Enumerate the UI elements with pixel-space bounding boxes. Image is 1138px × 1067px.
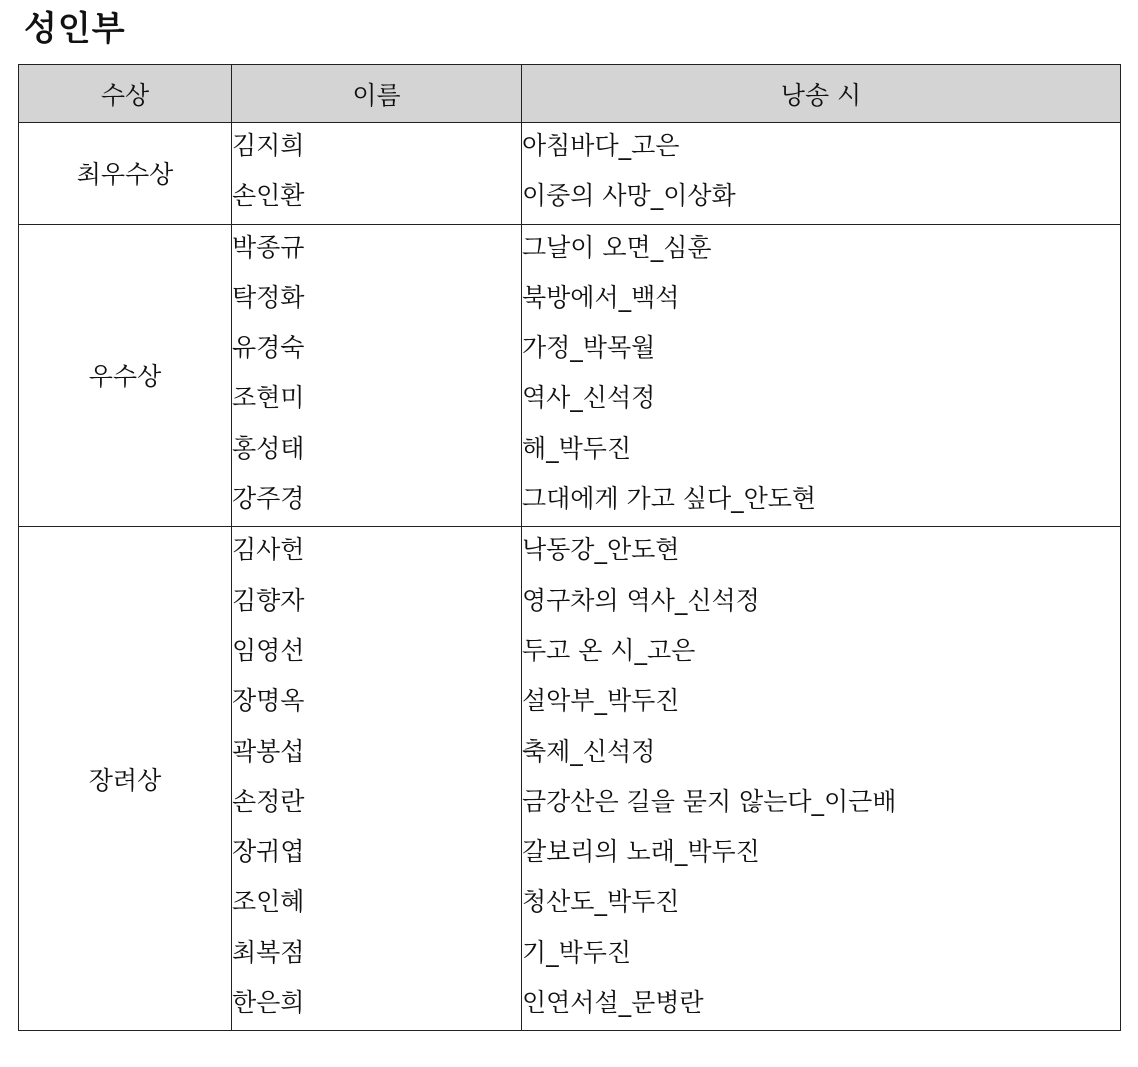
poem-title: 아침바다_고은 [522,131,680,160]
table-row [19,224,1121,527]
poem-title: 해_박두진 [522,433,632,463]
header-row [19,65,1121,123]
poem-list [522,527,1121,1031]
poem-title: 기_박두진 [522,937,632,967]
winner-name: 장명옥 [232,686,305,716]
winner-name: 곽봉섭 [232,736,305,766]
winner-name: 최복점 [232,937,305,967]
poem-title: 가정_박목월 [522,333,656,363]
winner-name: 김사헌 [232,535,305,565]
poem-title: 인연서설_문병란 [522,988,704,1018]
name-list [232,527,522,1031]
award-category: 우수상 [19,224,232,527]
poem-title: 청산도_박두진 [522,887,680,917]
poem-title: 갈보리의 노래_박두진 [522,837,760,867]
winner-name: 조현미 [232,383,305,413]
poem-list [522,123,1121,225]
poem-title: 영구차의 역사_신석정 [522,585,760,615]
winner-name: 김향자 [232,585,305,615]
winner-name: 박종규 [232,232,305,262]
poem-title: 그날이 오면_심훈 [522,232,712,262]
poem-title: 북방에서_백석 [522,282,680,312]
winner-name: 한은희 [232,988,305,1018]
name-list [232,123,522,225]
name-list [232,224,522,527]
table-row [19,123,1121,225]
winner-name: 탁정화 [232,282,305,312]
table-row [19,527,1121,1031]
poem-title: 낙동강_안도현 [522,535,680,565]
winner-name: 유경숙 [232,333,305,363]
awards-table [18,64,1121,1031]
poem-list [522,224,1121,527]
winner-name: 임영선 [232,635,305,665]
poem-title: 이중의 사망_이상화 [522,181,736,211]
poem-title: 금강산은 길을 묻지 않는다_이근배 [522,786,897,816]
poem-title: 역사_신석정 [522,383,656,413]
award-category: 최우수상 [19,123,232,225]
winner-name: 손정란 [232,786,305,816]
poem-title: 설악부_박두진 [522,686,680,716]
poem-title: 두고 온 시_고은 [522,635,696,665]
header-name: 이름 [232,65,522,123]
winner-name: 홍성태 [232,433,305,463]
winner-name: 장귀엽 [232,837,305,867]
award-category: 장려상 [19,527,232,1031]
header-award: 수상 [19,65,232,123]
winner-name: 김지희 [232,131,305,160]
winner-name: 손인환 [232,181,305,211]
poem-title: 그대에게 가고 싶다_안도현 [522,484,817,514]
winner-name: 강주경 [232,484,305,514]
header-poem: 낭송 시 [522,65,1121,123]
poem-title: 축제_신석정 [522,736,656,766]
winner-name: 조인혜 [232,887,305,917]
page-title: 성인부 [24,9,126,49]
